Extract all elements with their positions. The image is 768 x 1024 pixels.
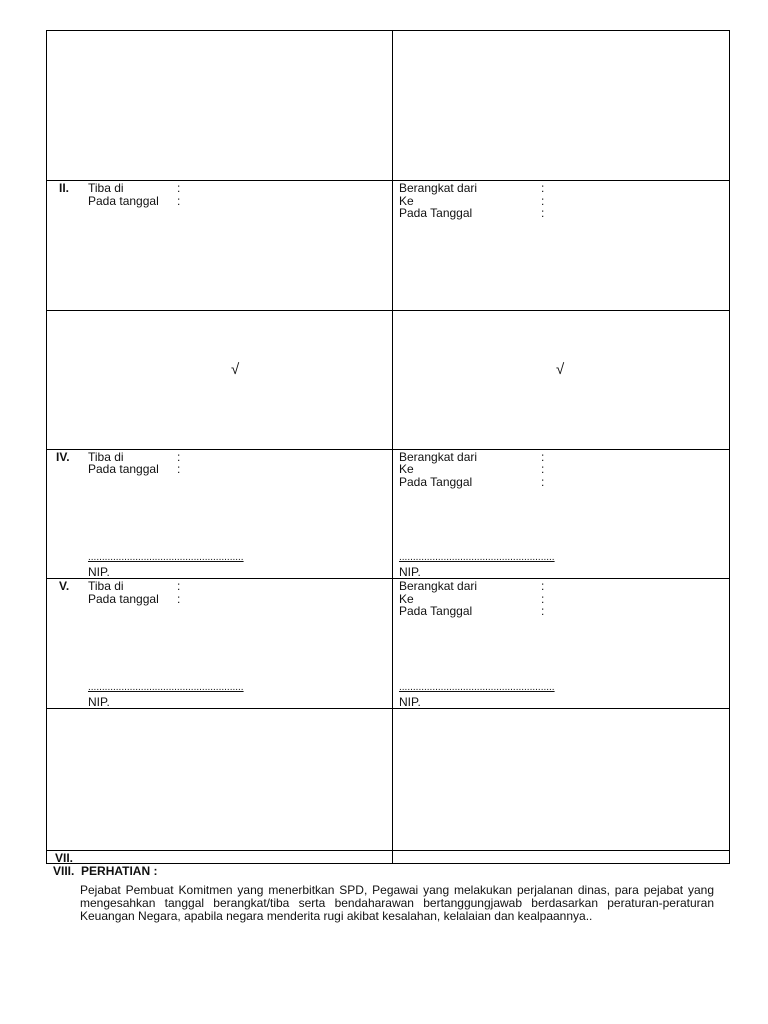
- colon: :: [541, 194, 545, 208]
- arrive-label: Tiba di: [88, 450, 124, 464]
- row-divider: [47, 180, 729, 181]
- date-label: Pada Tanggal: [399, 604, 473, 618]
- check-mark: √: [556, 361, 565, 378]
- section-vii-number: VII.: [55, 851, 74, 865]
- depart-label: Berangkat dari: [399, 579, 478, 593]
- check-mark: √: [231, 361, 240, 378]
- colon: :: [177, 579, 181, 593]
- signature-line: ........................................................: [399, 682, 555, 693]
- nip-label: NIP.: [88, 565, 110, 579]
- column-divider: [392, 31, 393, 863]
- row-divider: [47, 310, 729, 311]
- section-viii-number: VIII.: [53, 864, 75, 878]
- notice-title: PERHATIAN :: [81, 864, 158, 878]
- colon: :: [541, 604, 545, 618]
- date-label: Pada Tanggal: [399, 475, 473, 489]
- row-divider: [47, 578, 729, 579]
- date-label: Pada Tanggal: [399, 206, 473, 220]
- depart-label: Berangkat dari: [399, 181, 478, 195]
- arrive-label: Tiba di: [88, 579, 124, 593]
- date-label: Pada tanggal: [88, 592, 159, 606]
- depart-label: Berangkat dari: [399, 450, 478, 464]
- colon: :: [541, 450, 545, 464]
- nip-label: NIP.: [399, 565, 421, 579]
- row-divider: [47, 708, 729, 709]
- colon: :: [541, 475, 545, 489]
- notice-text: Pejabat Pembuat Komitmen yang menerbitkan SPD, Pegawai yang melakukan perjalanan dinas, para pejabat yang mengesahkan tanggal berangkat/tiba serta bendaharawan bertanggungjawab berdasarkan peraturan-peraturan Keuangan Negara, apabila negara menderita rugi akibat kesalahan, kelalaian dan kealpaannya..: [80, 883, 714, 923]
- colon: :: [541, 579, 545, 593]
- colon: :: [177, 462, 181, 476]
- signature-line: ........................................................: [399, 552, 555, 563]
- form-table: [46, 30, 730, 864]
- date-label: Pada tanggal: [88, 462, 159, 476]
- colon: :: [541, 206, 545, 220]
- row-divider: [47, 449, 729, 450]
- arrive-label: Tiba di: [88, 181, 124, 195]
- colon: :: [177, 450, 181, 464]
- colon: :: [177, 181, 181, 195]
- to-label: Ke: [399, 592, 414, 606]
- nip-label: NIP.: [399, 695, 421, 709]
- section-iv-number: IV.: [56, 450, 70, 464]
- colon: :: [541, 462, 545, 476]
- notice-heading: [53, 864, 157, 878]
- colon: :: [541, 592, 545, 606]
- section-ii-number: II.: [59, 181, 70, 195]
- colon: :: [541, 181, 545, 195]
- section-v-number: V.: [59, 579, 70, 593]
- row-divider: [47, 850, 729, 851]
- date-label: Pada tanggal: [88, 194, 159, 208]
- to-label: Ke: [399, 194, 414, 208]
- signature-line: ........................................................: [88, 682, 244, 693]
- to-label: Ke: [399, 462, 414, 476]
- colon: :: [177, 194, 181, 208]
- nip-label: NIP.: [88, 695, 110, 709]
- colon: :: [177, 592, 181, 606]
- signature-line: ........................................................: [88, 552, 244, 563]
